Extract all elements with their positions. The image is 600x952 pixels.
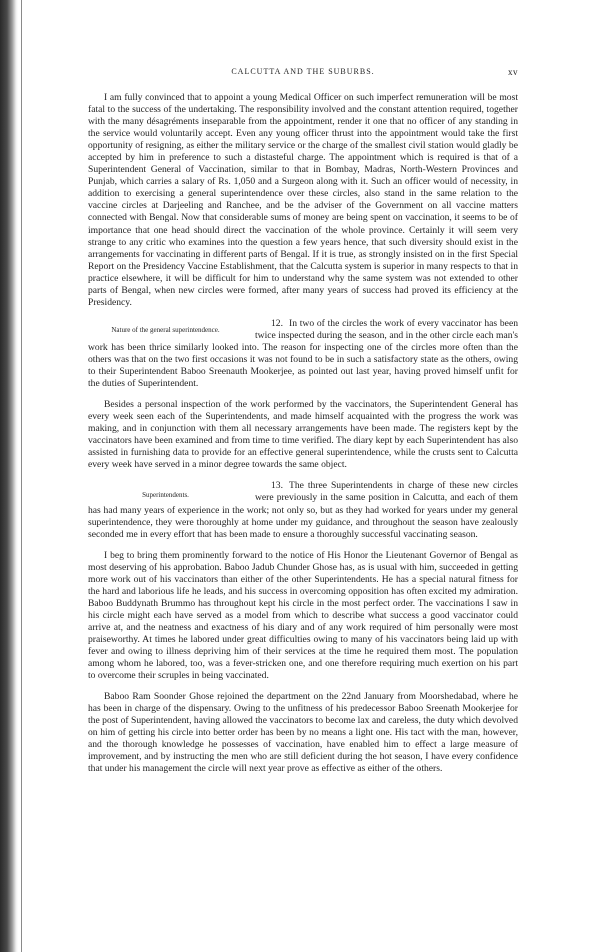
paragraph-number-13: 13. bbox=[271, 480, 283, 492]
marginal-note-general-superintendence: Nature of the general superintendence. bbox=[111, 325, 220, 334]
page-content bbox=[88, 66, 518, 784]
binding-edge bbox=[0, 0, 18, 952]
marginal-note-superintendents: Superintendents. bbox=[142, 491, 189, 500]
paragraph-3: Besides a personal inspection of the work performed by the vaccinators, the Superintendent General has every week seen each of the Superintendents, and made himself acquainted with the progress the work was making, and in conjunction with them all necessary arrangements have been made. The registers kept by the vaccinators have been examined and from time to time verified. The diary kept by each Superintendent has also assisted in furnishing data to provide for an effective general superintendence, while the crusts sent to Calcutta every week have served in a minor degree towards the same object. bbox=[88, 399, 518, 471]
running-head-title: CALCUTTA AND THE SUBURBS. bbox=[231, 67, 375, 76]
paragraph-12-text: In two of the circles the work of every vaccinator has been twice inspected during the season, and in the other circle each man's work has been thrice similarly looked into. The reason for inspecting one of the circles more often than the others was that on the two first occasions it was not found to be in such a satisfactory state as the others, owing to their Superintendent Baboo Sreenauth Mookerjee, as pointed out last year, having proved himself unfit for the duties of Superintendent. bbox=[88, 317, 518, 390]
page-number: xv bbox=[508, 67, 518, 77]
paragraph-6: Baboo Ram Soonder Ghose rejoined the department on the 22nd January from Moorshedabad, where he has been in charge of the dispensary. Owing to the unfitness of his predecessor Baboo Sreenath Mookerjee for the post of Superintendent, having allowed the vaccinators to become lax and careless, the duty which devolved on him of getting his circle into better order has been by no means a light one. His tact with the man, however, and the thorough knowledge he possesses of vaccination, have enabled him to effect a large measure of improvement, and by instructing the men who are still deficient during the hot season, I have every confidence that under his management the circle will next year prove as effective as either of the others. bbox=[88, 691, 518, 775]
running-head bbox=[88, 66, 518, 80]
paragraph-13 bbox=[88, 480, 518, 540]
paragraph-5: I beg to bring them prominently forward to the notice of His Honor the Lieutenant Governor of Bengal as most deserving of his approbation. Baboo Jadub Chunder Ghose has, as is usual with him, succeeded in getting more work out of his vaccinators than either of the other Superintendents. He has a special natural fitness for the hard and laborious life he leads, and his success in overcoming opposition has often excited my admiration. Baboo Buddynath Brummo has throughout kept his circle in the most perfect order. The vaccinations I saw in his circle might each have served as a model from which to describe what success a good vaccinator could arrive at, and the neatness and exactness of his diary and of any work required of him personally were most praiseworthy. At times he labored under great difficulties owing to many of his vaccinators being laid up with fever and owing to illness depriving him of their services at the time he required them most. The population among whom he labored, too, was a fever-stricken one, and one therefore requiring much exertion on his part to overcome their scruples in being vaccinated. bbox=[88, 549, 518, 682]
paragraph-13-text: The three Superintendents in charge of these new circles were previously in the same position in Calcutta, and each of them has had many years of experience in the work; not only so, but as they had worked for years under my general superintendence, they were thoroughly at home under my guidance, and throughout the season have zealously seconded me in every effort that has been made to ensure a thoroughly successful vaccinating season. bbox=[88, 480, 518, 540]
paragraph-12 bbox=[88, 318, 518, 390]
paragraph-1: I am fully convinced that to appoint a young Medical Officer on such imperfect remuneration will be most fatal to the success of the undertaking. The responsibility involved and the constant attention required, together with the many désagréments inseparable from the appointment, render it one that no officer of any standing in the service would voluntarily accept. Even any young officer thrust into the appointment would take the first opportunity of resigning, as either the military service or the charge of the smallest civil station would gladly be accepted by him in preference to such a distasteful charge. The appointment which is required is that of a Superintendent General of Vaccination, similar to that in Bombay, Madras, North-Western Provinces and Punjab, which carries a salary of Rs. 1,050 and a Surgeon along with it. Such an officer would of necessity, in addition to exercising a general superintendence over these circles, also stand in the same relation to the vaccine circles at Darjeeling and Ranchee, and be the adviser of the Government on all vaccine matters connected with Bengal. Now that considerable sums of money are being spent on vaccination, it seems to be of importance that one head should direct the vaccination of the whole province. Certainly it will seem very strange to any critic who examines into the question a few years hence, that such diversity should exist in the arrangements for vaccinating in different parts of Bengal. If it is true, as strongly insisted on in the first Special Report on the Presidency Vaccine Establishment, that the Calcutta system is superior in many respects to that in practice elsewhere, it will be difficult for him to understand why the same system was not extended to other parts of Bengal, when new circles were formed, after many years of success had proved its efficiency at the Presidency. bbox=[88, 92, 518, 308]
paragraph-number-12: 12. bbox=[271, 317, 283, 329]
margin-rule bbox=[21, 0, 22, 952]
